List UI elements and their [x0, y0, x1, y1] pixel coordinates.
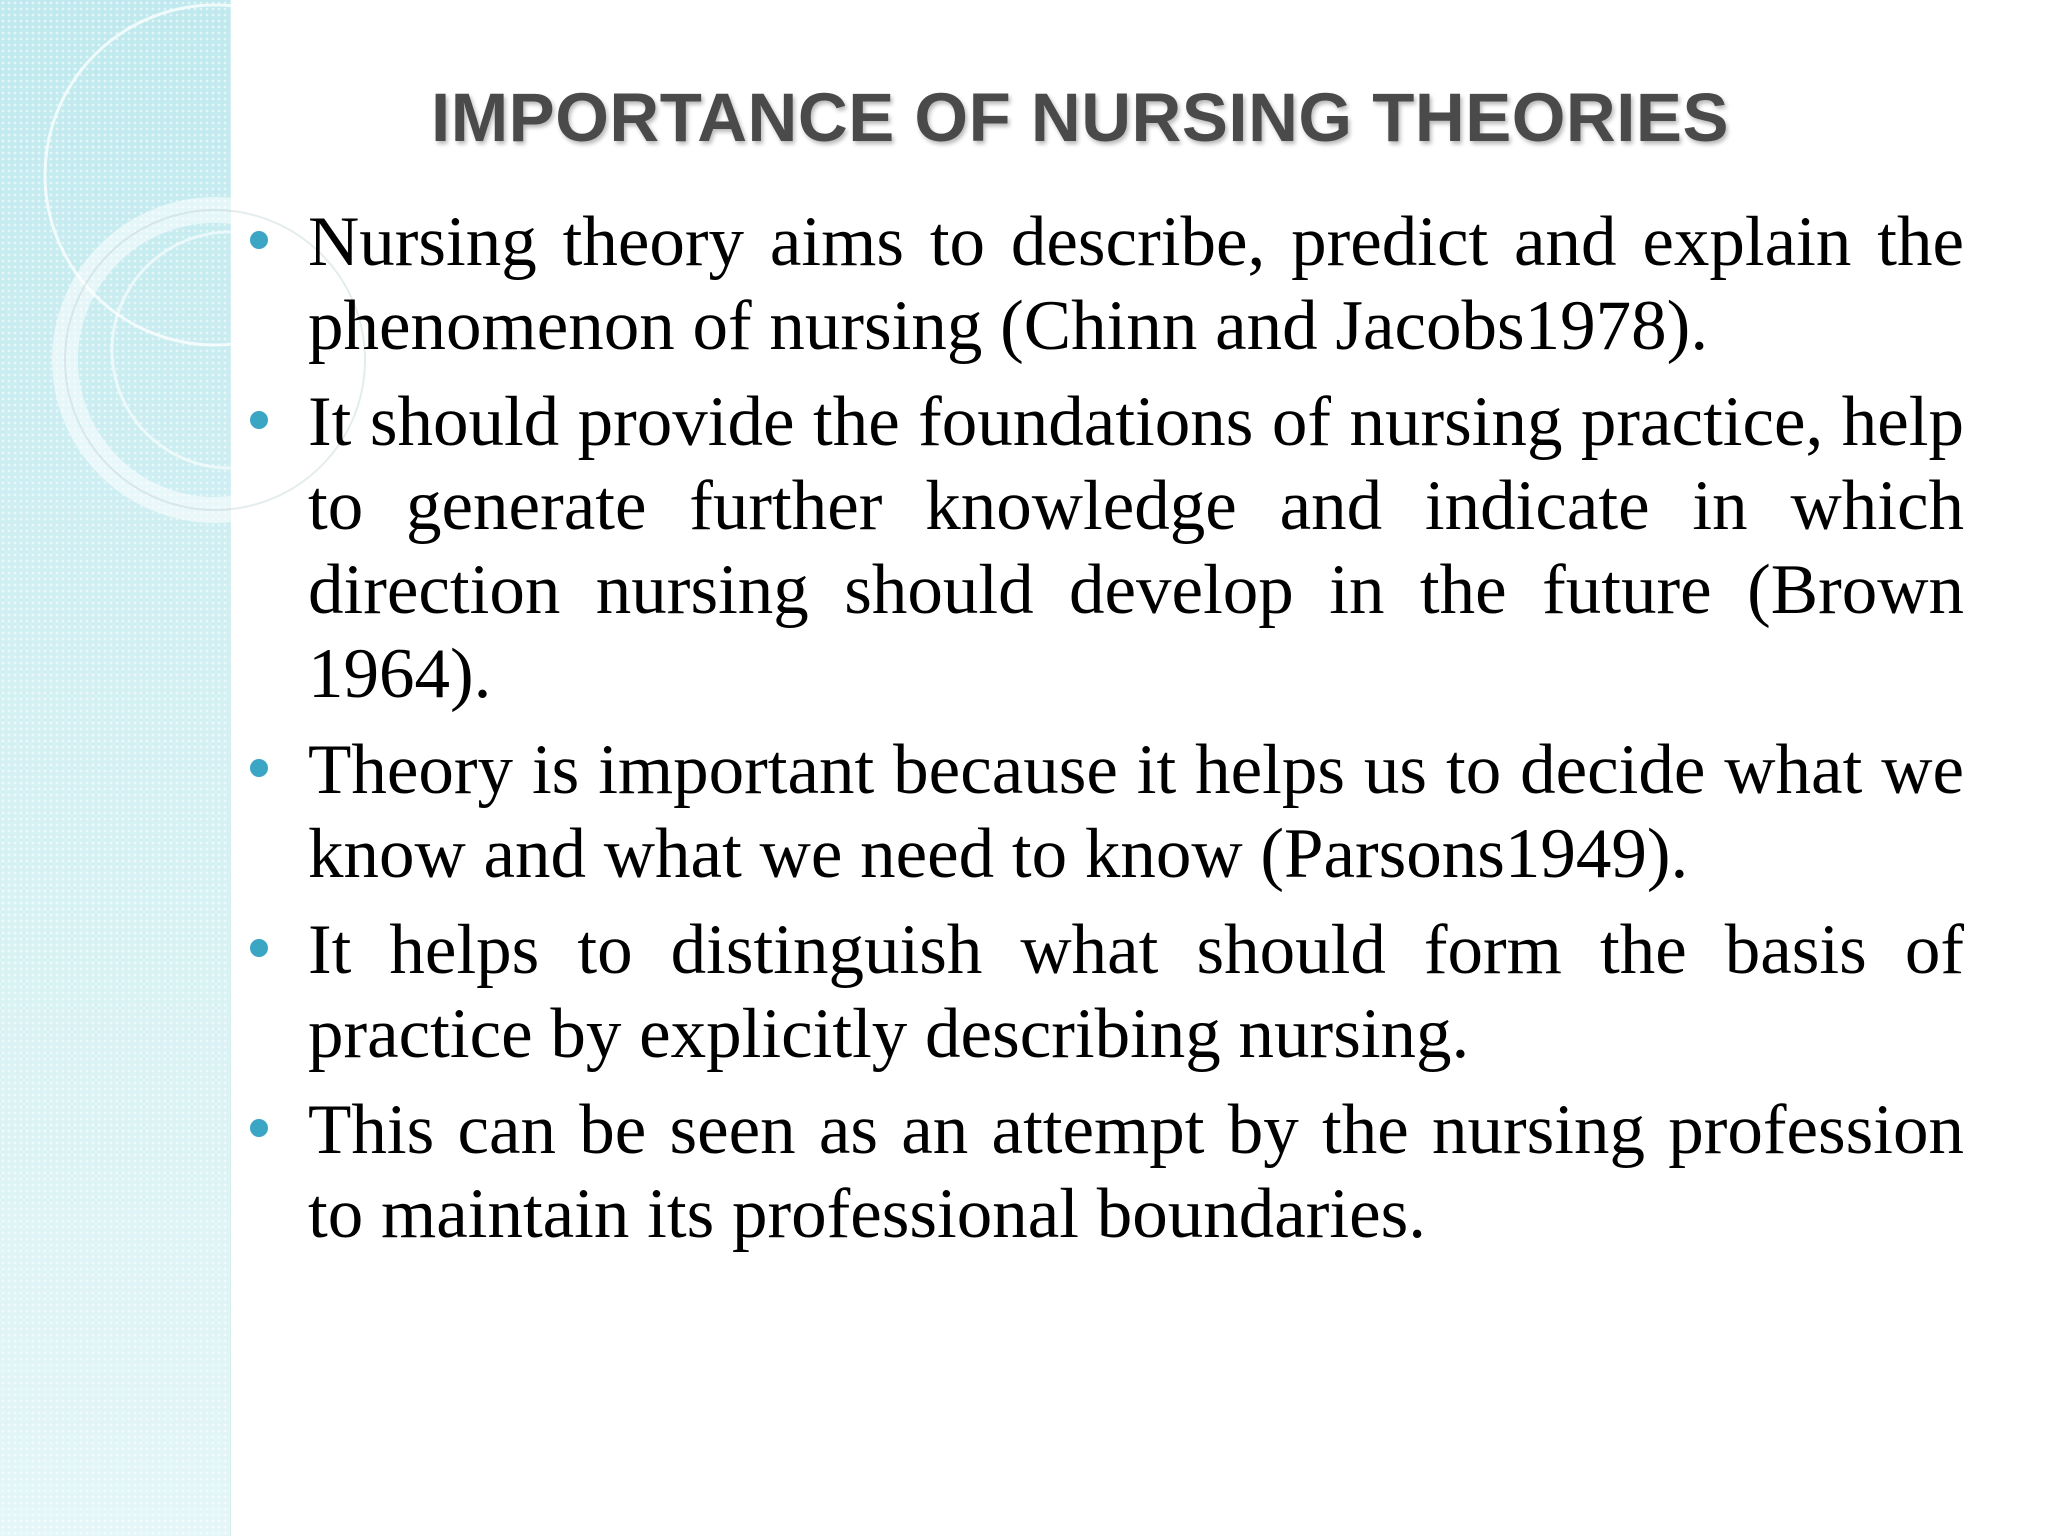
- bullet-list: [244, 200, 1964, 1268]
- bullet-text: Theory is important because it helps us to decide what we know and what we need to know (Parsons1949).: [308, 731, 1964, 893]
- slide-title: IMPORTANCE OF NURSING THEORIES: [431, 79, 1729, 156]
- bullet-item: [244, 728, 1964, 896]
- round-bullet-icon: [250, 759, 268, 777]
- bullet-item: [244, 908, 1964, 1076]
- round-bullet-icon: [250, 939, 268, 957]
- bullet-text: It should provide the foundations of nursing practice, help to generate further knowledge and indicate in which direction nursing should develop in the future (Brown 1964).: [308, 383, 1964, 713]
- round-bullet-icon: [250, 231, 268, 249]
- bullet-item: [244, 380, 1964, 716]
- bullet-item: [244, 1088, 1964, 1256]
- bullet-text: It helps to distinguish what should form the basis of practice by explicitly describing nursing.: [308, 911, 1964, 1073]
- bullet-item: [244, 200, 1964, 368]
- bullet-text: Nursing theory aims to describe, predict and explain the phenomenon of nursing (Chinn and Jacobs1978).: [308, 203, 1964, 365]
- round-bullet-icon: [250, 411, 268, 429]
- ring-decoration-icon: [0, 0, 260, 520]
- round-bullet-icon: [250, 1119, 268, 1137]
- bullet-text: This can be seen as an attempt by the nursing profession to maintain its professional boundaries.: [308, 1091, 1964, 1253]
